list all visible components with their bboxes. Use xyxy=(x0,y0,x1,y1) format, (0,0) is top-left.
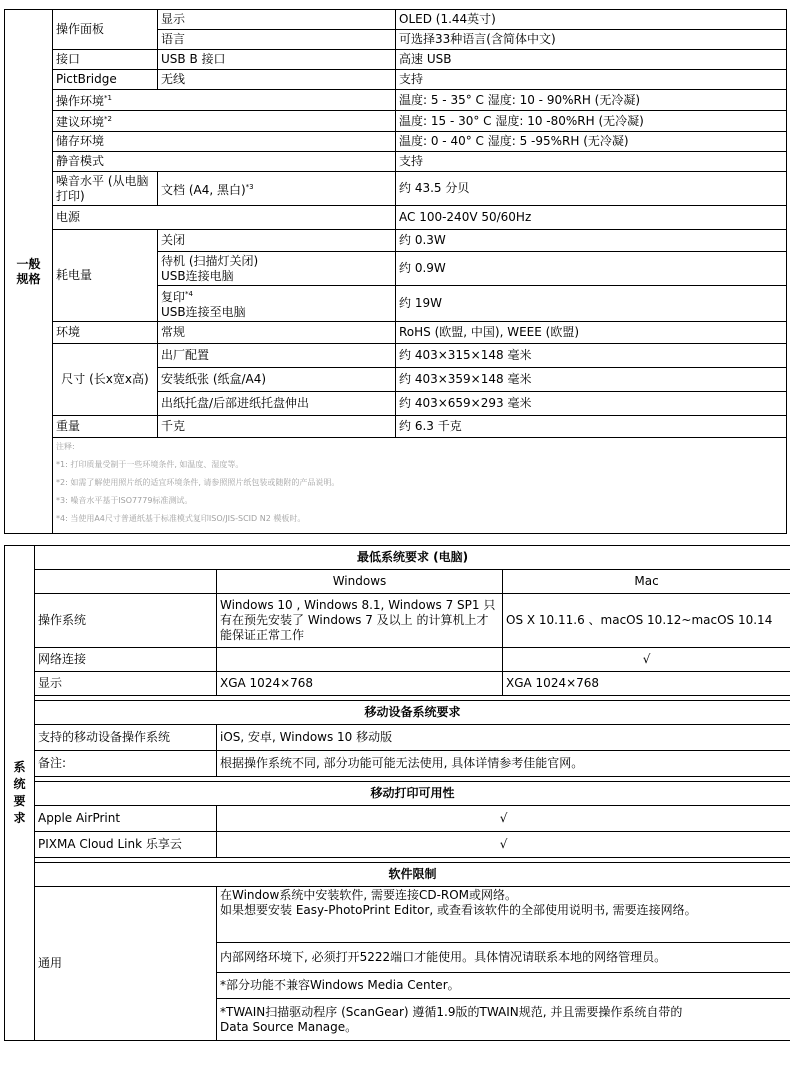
airprint-value: √ xyxy=(217,806,790,832)
power-label: 电源 xyxy=(53,206,396,230)
remark-label: 备注: xyxy=(35,751,217,777)
weight-label: 重量 xyxy=(53,416,158,438)
software-note-3: *部分功能不兼容Windows Media Center。 xyxy=(217,973,790,999)
system-section-title: 系 统 要 求 xyxy=(5,546,35,1041)
dimensions-factory-label: 出厂配置 xyxy=(158,344,396,368)
interface-label: 接口 xyxy=(53,50,158,70)
display-windows: XGA 1024×768 xyxy=(217,672,503,696)
consumption-label: 耗电量 xyxy=(53,230,158,322)
dimensions-tray-label: 出纸托盘/后部进纸托盘伸出 xyxy=(158,392,396,416)
quiet-mode-label: 静音模式 xyxy=(53,152,396,172)
mobile-os-value: iOS, 安卓, Windows 10 移动版 xyxy=(217,725,790,751)
software-title: 软件限制 xyxy=(35,863,790,887)
power-value: AC 100-240V 50/60Hz xyxy=(396,206,787,230)
dimensions-tray-value: 约 403×659×293 毫米 xyxy=(396,392,787,416)
pixma-value: √ xyxy=(217,832,790,858)
environment-sub: 常规 xyxy=(158,322,396,344)
footnote: *4: 当使用A4尺寸普通纸基于标准模式复印ISO/JIS-SCID N2 模板时。 xyxy=(56,514,306,523)
dimensions-factory-value: 约 403×315×148 毫米 xyxy=(396,344,787,368)
environment-label: 环境 xyxy=(53,322,158,344)
header-blank xyxy=(35,570,217,594)
software-note-1: 在Window系统中安装软件, 需要连接CD-ROM或网络。 如果想要安装 Easy-PhotoPrint Editor, 或查看该软件的全部使用说明书, 需要连接网络。 xyxy=(217,887,790,943)
os-windows: Windows 10 , Windows 8.1, Windows 7 SP1 只有在预先安装了 Windows 7 及以上 的计算机上才能保证正常工作 xyxy=(217,594,503,648)
weight-sub: 千克 xyxy=(158,416,396,438)
footnote: *2: 如需了解使用照片纸的适宜环境条件, 请参照照片纸包装或随附的产品说明。 xyxy=(56,478,340,487)
storage-env-label: 储存环境 xyxy=(53,132,396,152)
dimensions-paper-value: 约 403×359×148 毫米 xyxy=(396,368,787,392)
pictbridge-sub: 无线 xyxy=(158,70,396,90)
rec-env-label: 建议环境$^{*2}$ xyxy=(53,111,396,132)
weight-value: 约 6.3 千克 xyxy=(396,416,787,438)
noise-value: 约 43.5 分贝 xyxy=(396,172,787,206)
quiet-mode-value: 支持 xyxy=(396,152,787,172)
interface-value: 高速 USB xyxy=(396,50,787,70)
display-label: 显示 xyxy=(35,672,217,696)
pc-requirements-title: 最低系统要求 (电脑) xyxy=(35,546,790,570)
footnote: 注释: xyxy=(56,442,75,451)
panel-display-label: 显示 xyxy=(158,10,396,30)
panel-language-label: 语言 xyxy=(158,30,396,50)
pictbridge-value: 支持 xyxy=(396,70,787,90)
consumption-copy-label: 复印$^{*4}$ USB连接至电脑 xyxy=(158,286,396,322)
network-windows xyxy=(217,648,503,672)
os-mac: OS X 10.11.6 、macOS 10.12~macOS 10.14 xyxy=(503,594,790,648)
pictbridge-label: PictBridge xyxy=(53,70,158,90)
consumption-standby-value: 约 0.9W xyxy=(396,252,787,286)
footnotes xyxy=(53,438,787,534)
dimensions-paper-label: 安装纸张 (纸盒/A4) xyxy=(158,368,396,392)
consumption-standby-label: 待机 (扫描灯关闭) USB连接电脑 xyxy=(158,252,396,286)
mobile-requirements-title: 移动设备系统要求 xyxy=(35,701,790,725)
consumption-off-label: 关闭 xyxy=(158,230,396,252)
interface-sub: USB B 接口 xyxy=(158,50,396,70)
footnote: *1: 打印质量受制于一些环境条件, 如温度、湿度等。 xyxy=(56,460,244,469)
noise-sub: 文档 (A4, 黑白)$^{*3}$ xyxy=(158,172,396,206)
os-label: 操作系统 xyxy=(35,594,217,648)
dimensions-label: 尺寸 (长x宽x高) xyxy=(53,344,158,416)
mobile-os-label: 支持的移动设备操作系统 xyxy=(35,725,217,751)
col-windows: Windows xyxy=(217,570,503,594)
panel-label: 操作面板 xyxy=(53,10,158,50)
mobile-print-title: 移动打印可用性 xyxy=(35,782,790,806)
panel-language-value: 可选择33种语言(含简体中文) xyxy=(396,30,787,50)
software-general-label: 通用 xyxy=(35,887,217,1041)
software-note-4: *TWAIN扫描驱动程序 (ScanGear) 遵循1.9版的TWAIN规范, 并且需要操作系统自带的 Data Source Manage。 xyxy=(217,999,790,1041)
noise-label: 噪音水平 (从电脑打印) xyxy=(53,172,158,206)
general-section-title: 一般 规格 xyxy=(5,10,53,534)
op-env-label: 操作环境$^{*1}$ xyxy=(53,90,396,111)
remark-value: 根据操作系统不同, 部分功能可能无法使用, 具体详情参考佳能官网。 xyxy=(217,751,790,777)
col-mac: Mac xyxy=(503,570,790,594)
op-env-value: 温度: 5 - 35° C 湿度: 10 - 90%RH (无冷凝) xyxy=(396,90,787,111)
network-label: 网络连接 xyxy=(35,648,217,672)
display-mac: XGA 1024×768 xyxy=(503,672,790,696)
network-mac: √ xyxy=(503,648,790,672)
panel-display-value: OLED (1.44英寸) xyxy=(396,10,787,30)
environment-value: RoHS (欧盟, 中国), WEEE (欧盟) xyxy=(396,322,787,344)
footnote: *3: 噪音水平基于ISO7779标准测试。 xyxy=(56,496,193,505)
system-requirement-table xyxy=(4,545,790,1041)
general-spec-table xyxy=(4,9,787,534)
airprint-label: Apple AirPrint xyxy=(35,806,217,832)
rec-env-value: 温度: 15 - 30° C 湿度: 10 -80%RH (无冷凝) xyxy=(396,111,787,132)
storage-env-value: 温度: 0 - 40° C 湿度: 5 -95%RH (无冷凝) xyxy=(396,132,787,152)
software-note-2: 内部网络环境下, 必须打开5222端口才能使用。具体情况请联系本地的网络管理员。 xyxy=(217,943,790,973)
consumption-off-value: 约 0.3W xyxy=(396,230,787,252)
pixma-label: PIXMA Cloud Link 乐享云 xyxy=(35,832,217,858)
consumption-copy-value: 约 19W xyxy=(396,286,787,322)
